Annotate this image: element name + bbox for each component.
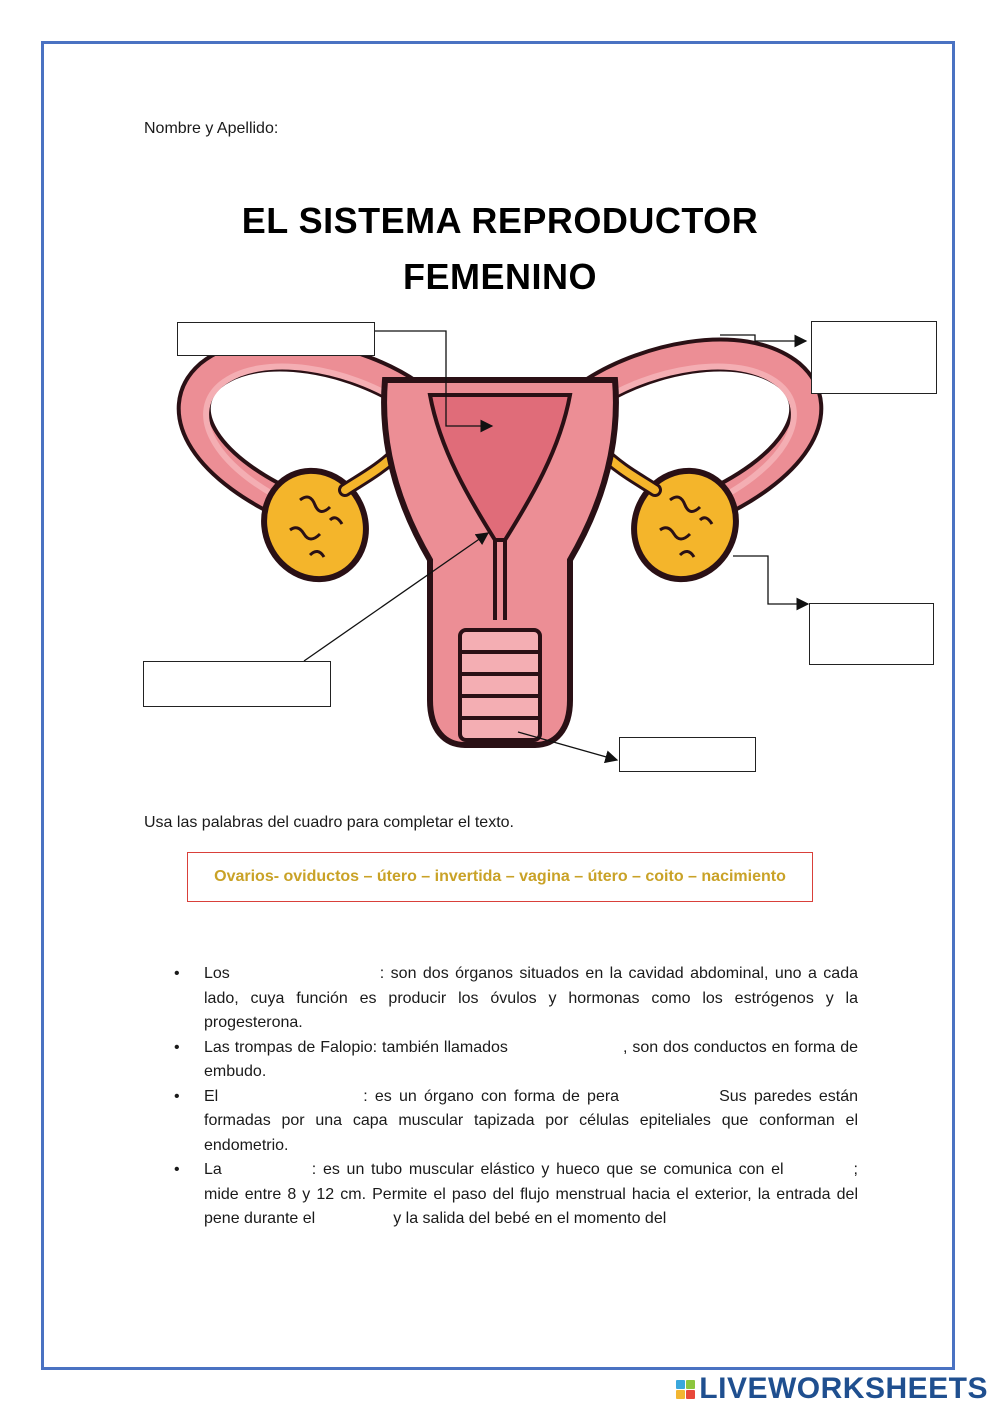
list-item — [170, 1158, 858, 1232]
item-text: , son dos conductos en forma de embudo. — [204, 1038, 859, 1080]
label-box-fallopian-tube[interactable] — [811, 321, 937, 394]
instruction-text: Usa las palabras del cuadro para completar el texto. — [144, 814, 514, 831]
item-text: ; mide entre 8 y 12 cm. Permite el paso del flujo menstrual hacia el exterior, la entrada del pene durante el — [204, 1161, 858, 1227]
label-box-ovary[interactable] — [809, 603, 934, 665]
item-text: : son dos órganos situados en la cavidad abdominal, uno a cada lado, cuya función es producir los óvulos y hormonas como los estrógenos y la progesterona. — [204, 965, 858, 1031]
brand-name: LIVEWORKSHEETS — [699, 1372, 988, 1405]
word-bank-text: Ovarios- oviductos – útero – invertida – vagina – útero – coito – nacimiento — [214, 868, 786, 885]
item-text: El — [204, 1087, 219, 1105]
item-text: Sus paredes están formadas por una capa muscular tapizada por células epiteliales que conforman el endometrio. — [204, 1087, 858, 1154]
item-text: Las trompas de Falopio: también llamados — [204, 1038, 508, 1056]
list-item — [170, 962, 858, 1036]
fill-in-list — [170, 962, 858, 1232]
label-box-vagina[interactable] — [619, 737, 756, 772]
name-label: Nombre y Apellido: — [144, 120, 279, 137]
word-bank — [187, 852, 813, 902]
item-text: : es un tubo muscular elástico y hueco que se comunica con el — [311, 1161, 784, 1178]
bullet-icon: • — [174, 965, 180, 982]
list-item — [170, 1036, 858, 1085]
label-box-uterus[interactable] — [177, 322, 375, 356]
bullet-icon: • — [174, 1161, 180, 1178]
item-text: y la salida del bebé en el momento del — [393, 1210, 667, 1227]
item-text: La — [204, 1161, 222, 1178]
item-text: Los — [204, 965, 230, 982]
logo-mark-icon — [676, 1380, 695, 1399]
bullet-icon: • — [174, 1038, 180, 1056]
bullet-icon: • — [174, 1087, 180, 1105]
page-title-line1: EL SISTEMA REPRODUCTOR — [241, 200, 759, 241]
list-item — [170, 1085, 858, 1159]
page-title-line2: FEMENINO — [402, 256, 597, 297]
item-text: : es un órgano con forma de pera — [363, 1087, 620, 1105]
label-box-endometrium[interactable] — [143, 661, 331, 707]
liveworksheets-logo — [676, 1372, 988, 1406]
